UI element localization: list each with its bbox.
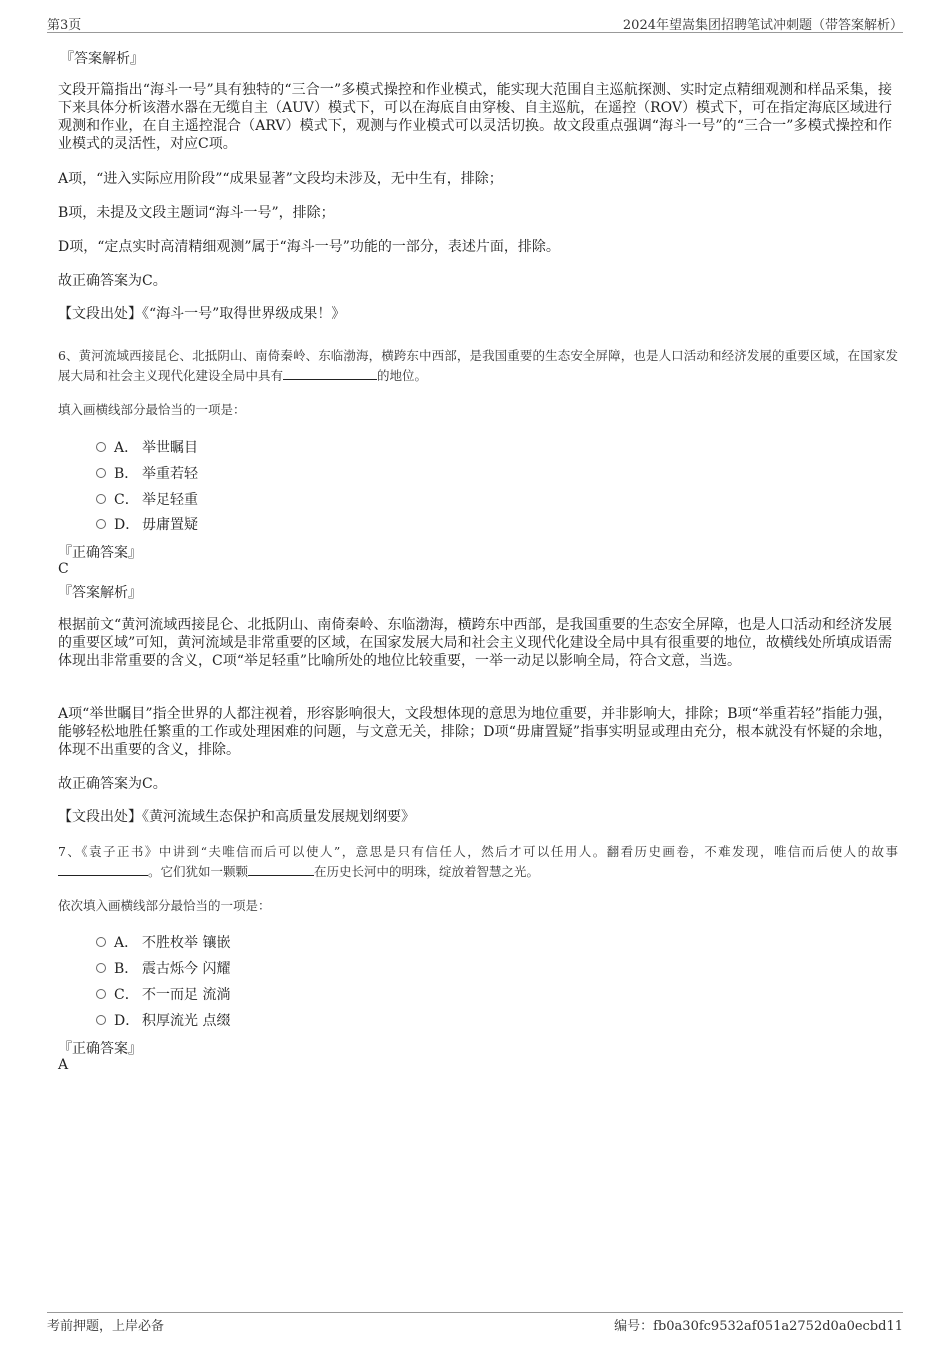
radio-icon[interactable]	[96, 989, 106, 999]
q7-text-a: 7、《袁子正书》中讲到“夫唯信而后可以使人”，意思是只有信任人，然后才可以任用人。翻看历史画卷，不难发现，唯信而后使人的故事	[58, 844, 898, 859]
q7-blank-1	[58, 863, 148, 876]
page-footer	[47, 1312, 903, 1335]
page-header	[47, 12, 903, 33]
document-title: 2024年望嵩集团招聘笔试冲刺题（带答案解析）	[622, 18, 903, 33]
q6-source: 【文段出处】《黄河流域生态保护和高质量发展规划纲要》	[58, 809, 415, 825]
q7-answer: A	[58, 1057, 69, 1073]
q7-answer-label: 『正确答案』	[58, 1041, 142, 1057]
q7-question	[58, 842, 898, 882]
q6-option-a[interactable]: A． 举世瞩目	[96, 437, 198, 457]
q5-analysis-p3: B项，未提及文段主题词“海斗一号”，排除；	[58, 205, 335, 221]
q6-answer: C	[58, 561, 69, 577]
radio-icon[interactable]	[96, 519, 106, 529]
page-number: 第3页	[47, 18, 82, 33]
q6-analysis-label: 『答案解析』	[58, 585, 142, 601]
q5-analysis-p4: D项，“定点实时高清精细观测”属于“海斗一号”功能的一部分，表述片面，排除。	[58, 239, 560, 255]
q6-prompt: 填入画横线部分最恰当的一项是：	[58, 402, 246, 417]
footer-slogan: 考前押题，上岸必备	[47, 1319, 165, 1334]
q5-analysis-p2: A项，“进入实际应用阶段”“成果显著”文段均未涉及，无中生有，排除；	[58, 171, 503, 187]
q6-analysis-p1: 根据前文“黄河流域西接昆仑、北抵阴山、南倚秦岭、东临渤海，横跨东中西部，是我国重要的生态安全屏障，也是人口活动和经济发展的重要区域”可知，黄河流域是非常重要的区域，在国家发展大局和社会主义现代化建设全局中具有很重要的地位，故横线处所填成语需体现出非常重要的含义，C项“举足轻重”比喻所处的地位比较重要，一举一动足以影响全局，符合文意，当选。	[58, 617, 892, 669]
q6-question	[58, 346, 898, 386]
q7-option-c[interactable]: C． 不一而足 流淌	[96, 984, 230, 1004]
q6-text-b: 的地位。	[377, 368, 428, 383]
q7-option-d[interactable]: D． 积厚流光 点缀	[96, 1010, 230, 1030]
q6-option-b[interactable]: B． 举重若轻	[96, 463, 198, 483]
q6-answer-label: 『正确答案』	[58, 545, 142, 561]
q6-blank	[283, 367, 377, 380]
radio-icon[interactable]	[96, 494, 106, 504]
q7-blank-2	[248, 863, 314, 876]
q6-analysis-p2: A项“举世瞩目”指全世界的人都注视着，形容影响很大，文段想体现的意思为地位重要，并非影响大，排除；B项“举重若轻”指能力强，能够轻松地胜任繁重的工作或处理困难的问题，与文意无关，排除；D项“毋庸置疑”指事实明显或理由充分，根本就没有怀疑的余地，体现不出重要的含义，排除。	[58, 706, 892, 758]
radio-icon[interactable]	[96, 1015, 106, 1025]
q5-analysis-p1: 文段开篇指出“海斗一号”具有独特的“三合一”多模式操控和作业模式，能实现大范围自主巡航探测、实时定点精细观测和样品采集，接下来具体分析该潜水器在无缆自主（AUV）模式下，可以在海底自由穿梭、自主巡航，在遥控（ROV）模式下，可在指定海底区域进行观测和作业，在自主遥控混合（ARV）模式下，观测与作业模式可以灵活切换。故文段重点强调“海斗一号”的“三合一”多模式操控和作业模式的灵活性，对应C项。	[58, 82, 892, 152]
q6-option-c[interactable]: C． 举足轻重	[96, 489, 198, 509]
radio-icon[interactable]	[96, 937, 106, 947]
radio-icon[interactable]	[96, 468, 106, 478]
radio-icon[interactable]	[96, 963, 106, 973]
q7-option-a[interactable]: A． 不胜枚举 镶嵌	[96, 932, 230, 952]
document-id: 编号：fb0a30fc9532af051a2752d0a0ecbd11	[614, 1319, 903, 1334]
q7-text-c: 在历史长河中的明珠，绽放着智慧之光。	[314, 864, 540, 879]
q5-source: 【文段出处】《“海斗一号”取得世界级成果！》	[58, 306, 346, 322]
q5-conclusion: 故正确答案为C。	[58, 273, 167, 289]
q6-option-d[interactable]: D． 毋庸置疑	[96, 514, 198, 534]
q5-analysis-label: 『答案解析』	[60, 51, 144, 67]
q7-option-b[interactable]: B． 震古烁今 闪耀	[96, 958, 230, 978]
q6-conclusion: 故正确答案为C。	[58, 776, 167, 792]
q7-prompt: 依次填入画横线部分最恰当的一项是：	[58, 898, 271, 913]
radio-icon[interactable]	[96, 442, 106, 452]
q6-text-a: 6、黄河流域西接昆仑、北抵阴山、南倚秦岭、东临渤海，横跨东中西部，是我国重要的生态安全屏障，也是人口活动和经济发展的重要区域，在国家发展大局和社会主义现代化建设全局中具有	[58, 348, 898, 383]
q7-text-b: 。它们犹如一颗颗	[148, 864, 249, 879]
